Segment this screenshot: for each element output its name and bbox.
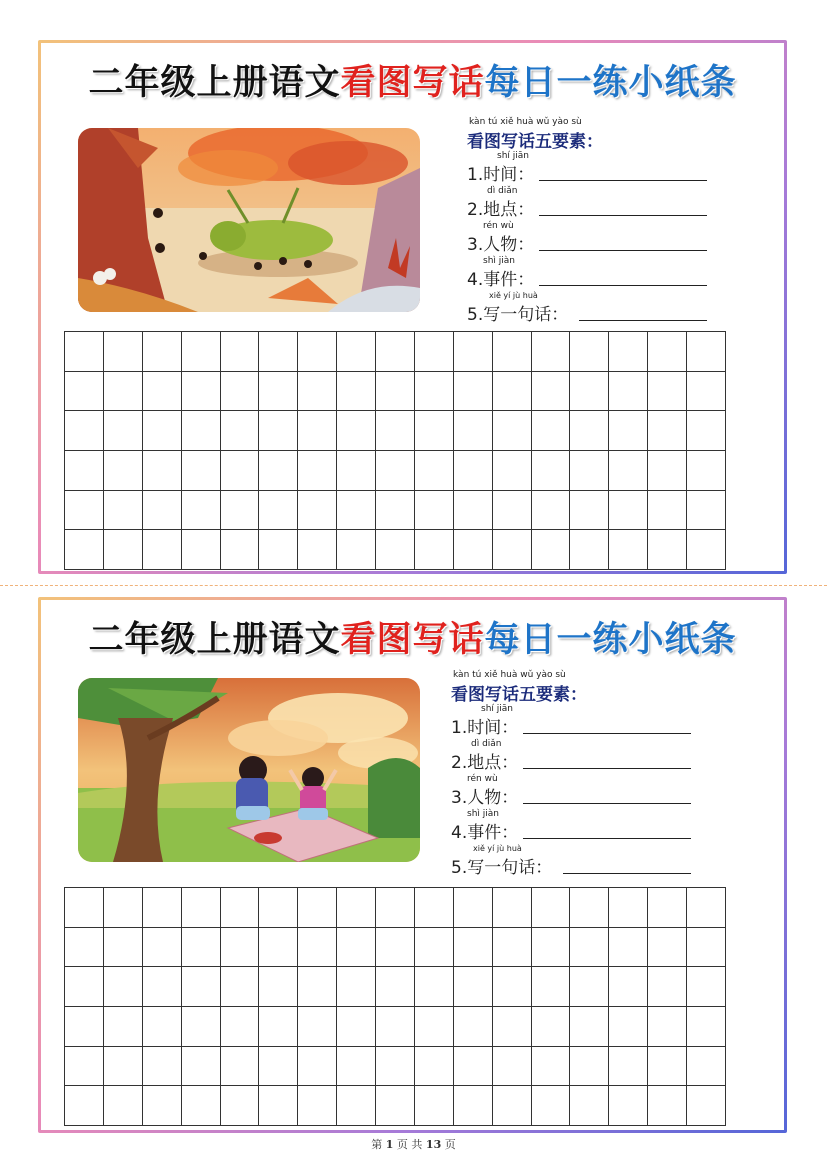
row-pinyin: rén wù bbox=[483, 221, 514, 231]
grid-cell[interactable] bbox=[609, 411, 648, 451]
grid-cell[interactable] bbox=[570, 491, 609, 531]
grid-cell[interactable] bbox=[493, 1047, 532, 1087]
grid-cell[interactable] bbox=[259, 1047, 298, 1087]
row-label: 1.时间： bbox=[467, 165, 535, 185]
grid-cell[interactable] bbox=[221, 1007, 260, 1047]
row-pinyin: dì diǎn bbox=[471, 739, 502, 749]
header-pinyin: kàn tú xiě huà wǔ yào sù bbox=[469, 117, 582, 127]
element-row-event bbox=[467, 252, 767, 290]
grid-cell[interactable] bbox=[182, 332, 221, 372]
grid-cell[interactable] bbox=[182, 967, 221, 1007]
writing-grid[interactable] bbox=[64, 331, 726, 570]
grid-cell[interactable] bbox=[532, 411, 571, 451]
grid-cell[interactable] bbox=[221, 1047, 260, 1087]
grid-cell[interactable] bbox=[182, 451, 221, 491]
grid-cell[interactable] bbox=[493, 967, 532, 1007]
grid-cell[interactable] bbox=[609, 967, 648, 1007]
grid-cell[interactable] bbox=[532, 1007, 571, 1047]
grid-cell[interactable] bbox=[532, 372, 571, 412]
grid-cell[interactable] bbox=[454, 928, 493, 968]
grid-cell[interactable] bbox=[648, 1086, 687, 1126]
card-title bbox=[41, 612, 784, 662]
title-part-daily-practice: 每日一练小纸条 bbox=[484, 62, 737, 103]
grid-cell[interactable] bbox=[221, 530, 260, 570]
grid-cell[interactable] bbox=[415, 451, 454, 491]
row-pinyin: rén wù bbox=[467, 774, 498, 784]
grid-cell[interactable] bbox=[143, 372, 182, 412]
grid-cell[interactable] bbox=[532, 530, 571, 570]
footer-page-number: 1 bbox=[385, 1138, 394, 1151]
grid-cell[interactable] bbox=[221, 372, 260, 412]
grid-cell[interactable] bbox=[259, 888, 298, 928]
grid-cell[interactable] bbox=[182, 372, 221, 412]
grid-cell[interactable] bbox=[182, 1007, 221, 1047]
grid-cell[interactable] bbox=[337, 451, 376, 491]
grid-cell[interactable] bbox=[609, 372, 648, 412]
grid-cell[interactable] bbox=[104, 372, 143, 412]
grid-cell[interactable] bbox=[454, 530, 493, 570]
title-part-grade: 二年级上册语文 bbox=[88, 62, 341, 103]
grid-cell[interactable] bbox=[65, 888, 104, 928]
five-elements-panel bbox=[451, 666, 751, 878]
row-label: 3.人物： bbox=[451, 788, 519, 808]
grid-cell[interactable] bbox=[648, 332, 687, 372]
row-label: 4.事件： bbox=[451, 823, 519, 843]
grid-cell[interactable] bbox=[687, 372, 726, 412]
grid-cell[interactable] bbox=[454, 1047, 493, 1087]
grid-cell[interactable] bbox=[454, 888, 493, 928]
element-row-place bbox=[467, 182, 767, 220]
grid-cell[interactable] bbox=[337, 967, 376, 1007]
grid-cell[interactable] bbox=[376, 451, 415, 491]
grid-cell[interactable] bbox=[493, 530, 532, 570]
grid-cell[interactable] bbox=[143, 491, 182, 531]
grid-cell[interactable] bbox=[65, 928, 104, 968]
grid-cell[interactable] bbox=[259, 1007, 298, 1047]
grid-cell[interactable] bbox=[259, 411, 298, 451]
title-part-daily-practice: 每日一练小纸条 bbox=[484, 619, 737, 660]
grid-cell[interactable] bbox=[65, 1007, 104, 1047]
grid-cell[interactable] bbox=[143, 1086, 182, 1126]
grid-cell[interactable] bbox=[221, 491, 260, 531]
element-row-people bbox=[467, 217, 767, 255]
row-label: 4.事件： bbox=[467, 270, 535, 290]
grid-cell[interactable] bbox=[570, 530, 609, 570]
grid-cell[interactable] bbox=[221, 928, 260, 968]
grid-cell[interactable] bbox=[532, 491, 571, 531]
grid-cell[interactable] bbox=[570, 1047, 609, 1087]
row-pinyin: shì jiàn bbox=[483, 256, 515, 266]
grid-cell[interactable] bbox=[298, 928, 337, 968]
element-row-time bbox=[451, 700, 751, 738]
grid-cell[interactable] bbox=[454, 967, 493, 1007]
grid-cell[interactable] bbox=[259, 451, 298, 491]
grid-cell[interactable] bbox=[454, 1086, 493, 1126]
grid-cell[interactable] bbox=[143, 1007, 182, 1047]
five-elements-panel bbox=[467, 113, 767, 325]
cut-line bbox=[0, 585, 827, 586]
header-label: 看图写话五要素： bbox=[467, 132, 603, 152]
illustration-ants-grasshopper bbox=[78, 128, 420, 312]
grid-cell[interactable] bbox=[493, 1086, 532, 1126]
answer-line-event[interactable] bbox=[539, 285, 707, 286]
grid-cell[interactable] bbox=[609, 530, 648, 570]
grid-cell[interactable] bbox=[454, 451, 493, 491]
grid-cell[interactable] bbox=[415, 372, 454, 412]
grid-cell[interactable] bbox=[648, 967, 687, 1007]
grid-cell[interactable] bbox=[143, 411, 182, 451]
answer-line-place[interactable] bbox=[523, 768, 691, 769]
row-label: 2.地点： bbox=[451, 753, 519, 773]
grid-cell[interactable] bbox=[454, 372, 493, 412]
grid-cell[interactable] bbox=[182, 1086, 221, 1126]
grid-cell[interactable] bbox=[143, 888, 182, 928]
grid-cell[interactable] bbox=[570, 967, 609, 1007]
element-row-people bbox=[451, 770, 751, 808]
grid-cell[interactable] bbox=[687, 1007, 726, 1047]
grid-cell[interactable] bbox=[298, 451, 337, 491]
grid-cell[interactable] bbox=[337, 928, 376, 968]
grid-cell[interactable] bbox=[687, 888, 726, 928]
grid-cell[interactable] bbox=[298, 491, 337, 531]
grid-cell[interactable] bbox=[337, 1047, 376, 1087]
element-row-time bbox=[467, 147, 767, 185]
grid-cell[interactable] bbox=[337, 1007, 376, 1047]
grid-cell[interactable] bbox=[337, 888, 376, 928]
grid-cell[interactable] bbox=[65, 411, 104, 451]
grid-cell[interactable] bbox=[376, 491, 415, 531]
grid-cell[interactable] bbox=[454, 1007, 493, 1047]
grid-cell[interactable] bbox=[687, 1086, 726, 1126]
grid-cell[interactable] bbox=[221, 1086, 260, 1126]
header-label: 看图写话五要素： bbox=[451, 685, 587, 705]
grid-cell[interactable] bbox=[182, 888, 221, 928]
grid-cell[interactable] bbox=[65, 372, 104, 412]
grid-cell[interactable] bbox=[532, 332, 571, 372]
grid-cell[interactable] bbox=[687, 491, 726, 531]
grid-cell[interactable] bbox=[337, 411, 376, 451]
grid-cell[interactable] bbox=[648, 888, 687, 928]
grid-cell[interactable] bbox=[298, 372, 337, 412]
grid-cell[interactable] bbox=[298, 1086, 337, 1126]
grid-cell[interactable] bbox=[493, 332, 532, 372]
grid-cell[interactable] bbox=[609, 1086, 648, 1126]
grid-cell[interactable] bbox=[298, 1007, 337, 1047]
grid-cell[interactable] bbox=[532, 1047, 571, 1087]
grid-cell[interactable] bbox=[104, 928, 143, 968]
answer-line-time[interactable] bbox=[523, 733, 691, 734]
element-row-sentence bbox=[467, 287, 767, 325]
grid-cell[interactable] bbox=[182, 491, 221, 531]
grid-cell[interactable] bbox=[298, 967, 337, 1007]
grid-cell[interactable] bbox=[415, 332, 454, 372]
grid-cell[interactable] bbox=[648, 451, 687, 491]
grid-cell[interactable] bbox=[65, 332, 104, 372]
grid-cell[interactable] bbox=[65, 1047, 104, 1087]
grid-cell[interactable] bbox=[609, 928, 648, 968]
grid-cell[interactable] bbox=[298, 530, 337, 570]
grid-cell[interactable] bbox=[493, 928, 532, 968]
grid-cell[interactable] bbox=[609, 332, 648, 372]
grid-cell[interactable] bbox=[570, 888, 609, 928]
grid-cell[interactable] bbox=[298, 411, 337, 451]
grid-cell[interactable] bbox=[376, 1007, 415, 1047]
grid-cell[interactable] bbox=[376, 530, 415, 570]
grid-cell[interactable] bbox=[415, 1086, 454, 1126]
grid-cell[interactable] bbox=[687, 928, 726, 968]
grid-cell[interactable] bbox=[104, 530, 143, 570]
grid-cell[interactable] bbox=[143, 1047, 182, 1087]
grid-cell[interactable] bbox=[609, 491, 648, 531]
grid-cell[interactable] bbox=[493, 888, 532, 928]
grid-cell[interactable] bbox=[104, 451, 143, 491]
grid-cell[interactable] bbox=[609, 1047, 648, 1087]
grid-cell[interactable] bbox=[65, 451, 104, 491]
worksheet-card-2 bbox=[38, 597, 787, 1133]
row-pinyin: xiě yí jù huà bbox=[489, 291, 538, 300]
title-part-grade: 二年级上册语文 bbox=[88, 619, 341, 660]
row-pinyin: xiě yí jù huà bbox=[473, 844, 522, 853]
worksheet-card-1 bbox=[38, 40, 787, 574]
grid-cell[interactable] bbox=[376, 1086, 415, 1126]
grid-cell[interactable] bbox=[221, 332, 260, 372]
grid-cell[interactable] bbox=[570, 1086, 609, 1126]
row-label: 5.写一句话： bbox=[451, 858, 553, 878]
card-title bbox=[41, 55, 784, 105]
element-row-place bbox=[451, 735, 751, 773]
grid-cell[interactable] bbox=[570, 372, 609, 412]
grid-cell[interactable] bbox=[259, 530, 298, 570]
grid-cell[interactable] bbox=[259, 967, 298, 1007]
row-pinyin: shí jiān bbox=[497, 151, 529, 161]
grid-cell[interactable] bbox=[687, 411, 726, 451]
grid-cell[interactable] bbox=[337, 332, 376, 372]
grid-cell[interactable] bbox=[65, 967, 104, 1007]
grid-cell[interactable] bbox=[493, 491, 532, 531]
grid-cell[interactable] bbox=[493, 411, 532, 451]
grid-cell[interactable] bbox=[415, 411, 454, 451]
grid-cell[interactable] bbox=[648, 1007, 687, 1047]
grid-cell[interactable] bbox=[298, 1047, 337, 1087]
footer-suffix: 页 bbox=[444, 1138, 456, 1151]
grid-cell[interactable] bbox=[648, 1047, 687, 1087]
five-elements-header bbox=[451, 666, 751, 705]
title-part-picture-writing: 看图写话 bbox=[340, 619, 485, 660]
grid-cell[interactable] bbox=[415, 491, 454, 531]
illustration-girls-picnic bbox=[78, 678, 420, 862]
grid-cell[interactable] bbox=[221, 411, 260, 451]
answer-line-people[interactable] bbox=[523, 803, 691, 804]
grid-cell[interactable] bbox=[532, 451, 571, 491]
answer-line-sentence[interactable] bbox=[563, 873, 691, 874]
grid-cell[interactable] bbox=[104, 1047, 143, 1087]
grid-cell[interactable] bbox=[648, 372, 687, 412]
grid-cell[interactable] bbox=[65, 1086, 104, 1126]
grid-cell[interactable] bbox=[182, 1047, 221, 1087]
grid-cell[interactable] bbox=[221, 451, 260, 491]
grid-cell[interactable] bbox=[415, 928, 454, 968]
grid-cell[interactable] bbox=[376, 928, 415, 968]
grid-cell[interactable] bbox=[493, 1007, 532, 1047]
grid-cell[interactable] bbox=[182, 411, 221, 451]
grid-cell[interactable] bbox=[337, 372, 376, 412]
title-part-picture-writing: 看图写话 bbox=[340, 62, 485, 103]
footer-middle: 页 共 bbox=[396, 1138, 423, 1151]
answer-line-time[interactable] bbox=[539, 180, 707, 181]
grid-cell[interactable] bbox=[65, 530, 104, 570]
grid-cell[interactable] bbox=[182, 928, 221, 968]
grid-cell[interactable] bbox=[376, 1047, 415, 1087]
grid-cell[interactable] bbox=[609, 888, 648, 928]
answer-line-sentence[interactable] bbox=[579, 320, 707, 321]
row-pinyin: dì diǎn bbox=[487, 186, 518, 196]
grid-cell[interactable] bbox=[104, 1007, 143, 1047]
row-label: 1.时间： bbox=[451, 718, 519, 738]
grid-cell[interactable] bbox=[648, 530, 687, 570]
grid-cell[interactable] bbox=[143, 332, 182, 372]
grid-cell[interactable] bbox=[182, 530, 221, 570]
grid-cell[interactable] bbox=[454, 332, 493, 372]
grid-cell[interactable] bbox=[104, 888, 143, 928]
grid-cell[interactable] bbox=[687, 451, 726, 491]
grid-cell[interactable] bbox=[570, 451, 609, 491]
row-pinyin: shì jiàn bbox=[467, 809, 499, 819]
grid-cell[interactable] bbox=[337, 530, 376, 570]
grid-cell[interactable] bbox=[570, 928, 609, 968]
grid-cell[interactable] bbox=[454, 491, 493, 531]
grid-cell[interactable] bbox=[65, 491, 104, 531]
grid-cell[interactable] bbox=[337, 1086, 376, 1126]
grid-cell[interactable] bbox=[532, 928, 571, 968]
grid-cell[interactable] bbox=[298, 888, 337, 928]
grid-cell[interactable] bbox=[143, 451, 182, 491]
answer-line-people[interactable] bbox=[539, 250, 707, 251]
five-elements-header bbox=[467, 113, 767, 152]
grid-cell[interactable] bbox=[415, 967, 454, 1007]
grid-cell[interactable] bbox=[609, 1007, 648, 1047]
grid-cell[interactable] bbox=[648, 411, 687, 451]
grid-cell[interactable] bbox=[104, 967, 143, 1007]
grid-cell[interactable] bbox=[221, 967, 260, 1007]
grid-cell[interactable] bbox=[143, 530, 182, 570]
grid-cell[interactable] bbox=[221, 888, 260, 928]
grid-cell[interactable] bbox=[376, 888, 415, 928]
grid-cell[interactable] bbox=[687, 332, 726, 372]
page-footer bbox=[0, 1136, 827, 1152]
element-row-sentence bbox=[451, 840, 751, 878]
grid-cell[interactable] bbox=[687, 967, 726, 1007]
writing-grid[interactable] bbox=[64, 887, 726, 1126]
grid-cell[interactable] bbox=[259, 1086, 298, 1126]
grid-cell[interactable] bbox=[648, 928, 687, 968]
grid-cell[interactable] bbox=[493, 372, 532, 412]
grid-cell[interactable] bbox=[570, 332, 609, 372]
grid-cell[interactable] bbox=[532, 967, 571, 1007]
grid-cell[interactable] bbox=[376, 967, 415, 1007]
grid-cell[interactable] bbox=[376, 411, 415, 451]
grid-cell[interactable] bbox=[143, 967, 182, 1007]
grid-cell[interactable] bbox=[337, 491, 376, 531]
grid-cell[interactable] bbox=[415, 1007, 454, 1047]
grid-cell[interactable] bbox=[570, 1007, 609, 1047]
grid-cell[interactable] bbox=[648, 491, 687, 531]
grid-cell[interactable] bbox=[415, 530, 454, 570]
grid-cell[interactable] bbox=[298, 332, 337, 372]
row-label: 3.人物： bbox=[467, 235, 535, 255]
grid-cell[interactable] bbox=[259, 332, 298, 372]
answer-line-place[interactable] bbox=[539, 215, 707, 216]
grid-cell[interactable] bbox=[609, 451, 648, 491]
grid-cell[interactable] bbox=[493, 451, 532, 491]
row-label: 2.地点： bbox=[467, 200, 535, 220]
grid-cell[interactable] bbox=[454, 411, 493, 451]
grid-cell[interactable] bbox=[143, 928, 182, 968]
grid-cell[interactable] bbox=[570, 411, 609, 451]
grid-cell[interactable] bbox=[376, 372, 415, 412]
grid-cell[interactable] bbox=[687, 1047, 726, 1087]
grid-cell[interactable] bbox=[376, 332, 415, 372]
grid-cell[interactable] bbox=[104, 332, 143, 372]
grid-cell[interactable] bbox=[687, 530, 726, 570]
grid-cell[interactable] bbox=[259, 372, 298, 412]
footer-prefix: 第 bbox=[371, 1138, 383, 1151]
answer-line-event[interactable] bbox=[523, 838, 691, 839]
grid-cell[interactable] bbox=[259, 491, 298, 531]
row-label: 5.写一句话： bbox=[467, 305, 569, 325]
grid-cell[interactable] bbox=[104, 1086, 143, 1126]
grid-cell[interactable] bbox=[415, 888, 454, 928]
grid-cell[interactable] bbox=[532, 1086, 571, 1126]
grid-cell[interactable] bbox=[104, 411, 143, 451]
footer-total-pages: 13 bbox=[425, 1138, 442, 1151]
row-pinyin: shí jiān bbox=[481, 704, 513, 714]
grid-cell[interactable] bbox=[532, 888, 571, 928]
grid-cell[interactable] bbox=[104, 491, 143, 531]
element-row-event bbox=[451, 805, 751, 843]
grid-cell[interactable] bbox=[259, 928, 298, 968]
header-pinyin: kàn tú xiě huà wǔ yào sù bbox=[453, 670, 566, 680]
grid-cell[interactable] bbox=[415, 1047, 454, 1087]
